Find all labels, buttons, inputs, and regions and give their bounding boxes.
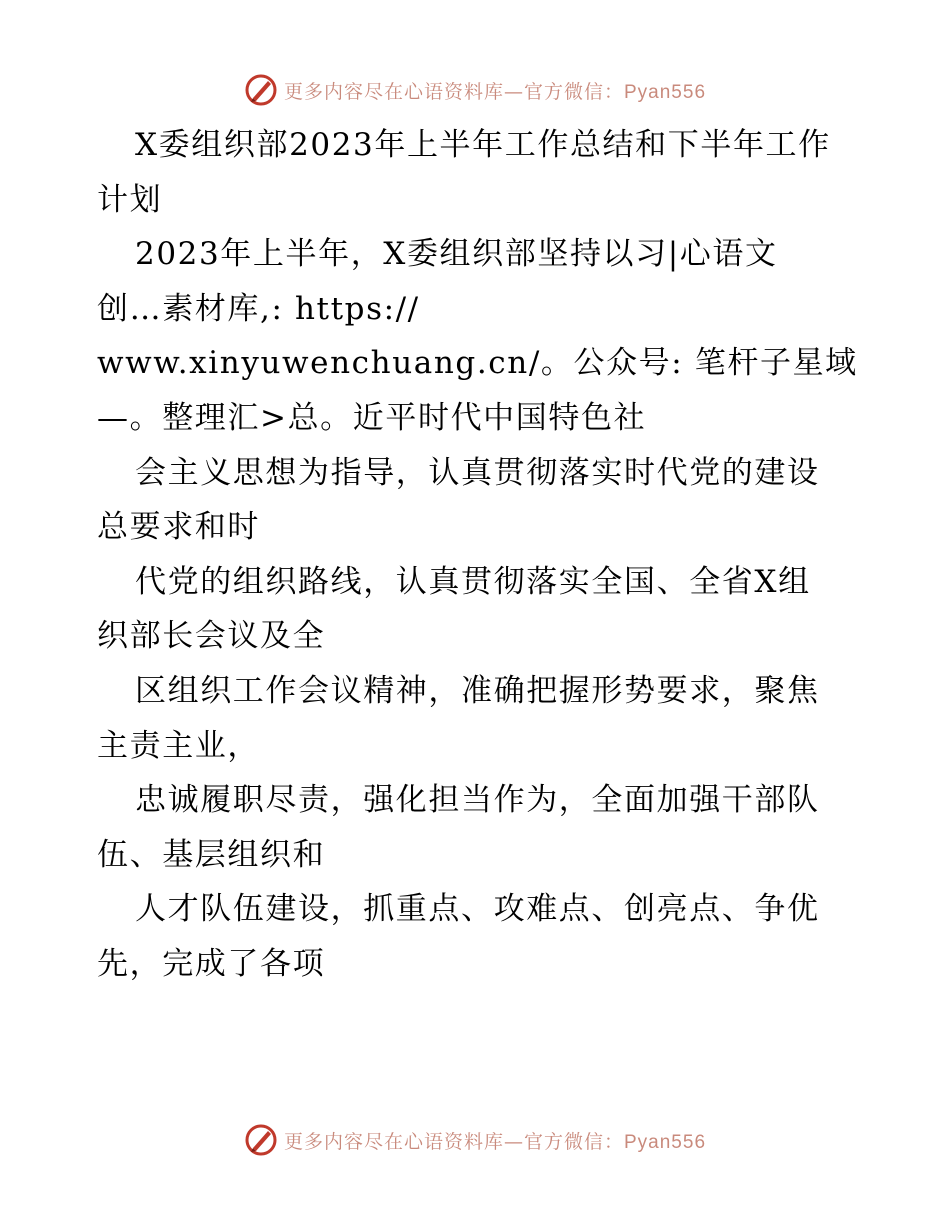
pen-logo-icon (244, 73, 278, 107)
paragraph-line: 主责主业， (97, 727, 260, 764)
paragraph-line: 忠诚履职尽责，强化担当作为，全面加强干部队 (135, 782, 820, 819)
document-body (97, 118, 857, 992)
paragraph-line: 2023年上半年，X委组织部坚持以习|心语文 (135, 236, 778, 273)
paragraph-line: 创…素材库,: https:// (97, 290, 420, 327)
paragraph-line: 织部长会议及全 (97, 618, 326, 655)
paragraph-line: —。整理汇>总。近平时代中国特色社 (97, 399, 647, 436)
footer-watermark-banner (0, 1120, 950, 1160)
paragraph-line: 伍、基层组织和 (97, 836, 326, 873)
paragraph-line: www.xinyuwenchuang.cn/。公众号: 笔杆子星域 (97, 345, 858, 382)
paragraph-line: 会主义思想为指导，认真贯彻落实时代党的建设 (135, 454, 820, 491)
footer-watermark-text: 更多内容尽在心语资料库—官方微信：Pyan556 (283, 1130, 707, 1153)
paragraph-line: 先，完成了各项 (97, 945, 326, 982)
pen-logo-icon (244, 1123, 278, 1157)
paragraph-line: 代党的组织路线，认真贯彻落实全国、全省X组 (135, 563, 811, 600)
header-watermark-banner (0, 70, 950, 110)
paragraph-line: 人才队伍建设，抓重点、攻难点、创亮点、争优 (135, 891, 820, 928)
title-line-2: 计划 (97, 181, 163, 218)
paragraph-line: 区组织工作会议精神，准确把握形势要求，聚焦 (135, 672, 820, 709)
header-watermark-text: 更多内容尽在心语资料库—官方微信：Pyan556 (283, 80, 707, 103)
paragraph-line: 总要求和时 (97, 509, 260, 546)
title-line-1: X委组织部2023年上半年工作总结和下半年工作 (135, 127, 831, 163)
